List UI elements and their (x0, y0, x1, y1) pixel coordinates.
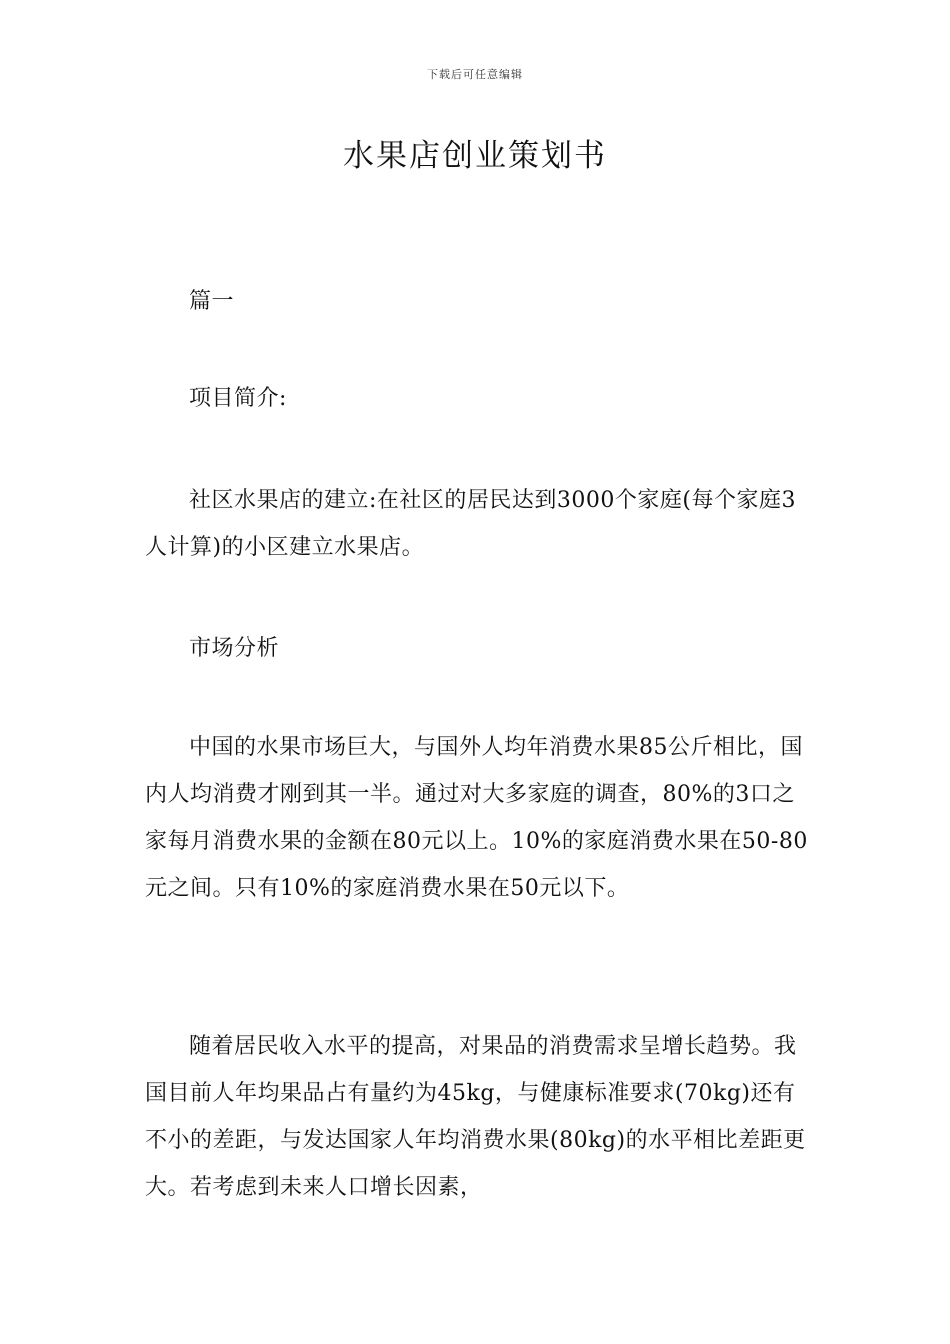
paragraph-text: 社区水果店的建立:在社区的居民达到3000个家庭(每个家庭3人计算)的小区建立水果店。 (145, 488, 796, 560)
paragraph-text: 中国的水果市场巨大，与国外人均年消费水果85公斤相比，国内人均消费才刚到其一半。通过对大多家庭的调查，80%的3口之家每月消费水果的金额在80元以上。10%的家庭消费水果在50-80元之间。只有10%的家庭消费水果在50元以下。 (145, 735, 808, 901)
document-title: 水果店创业策划书 (343, 138, 607, 174)
paragraph-market-size (145, 724, 810, 912)
paragraph-demand-trend (145, 1023, 810, 1211)
heading-text: 篇一 (189, 289, 235, 314)
paragraph-text: 随着居民收入水平的提高，对果品的消费需求呈增长趋势。我国目前人年均果品占有量约为45kg，与健康标准要求(70kg)还有不小的差距，与发达国家人年均消费水果(80kg)的水平相比差距更大。若考虑到未来人口增长因素， (145, 1034, 806, 1200)
section-heading-part-one (145, 278, 810, 325)
section-heading-market-analysis (145, 625, 810, 672)
heading-text: 项目简介: (189, 386, 287, 411)
heading-text: 市场分析 (189, 636, 280, 661)
section-heading-project-intro (145, 375, 810, 422)
header-note: 下载后可任意编辑 (427, 68, 523, 81)
paragraph-community-store (145, 477, 810, 571)
